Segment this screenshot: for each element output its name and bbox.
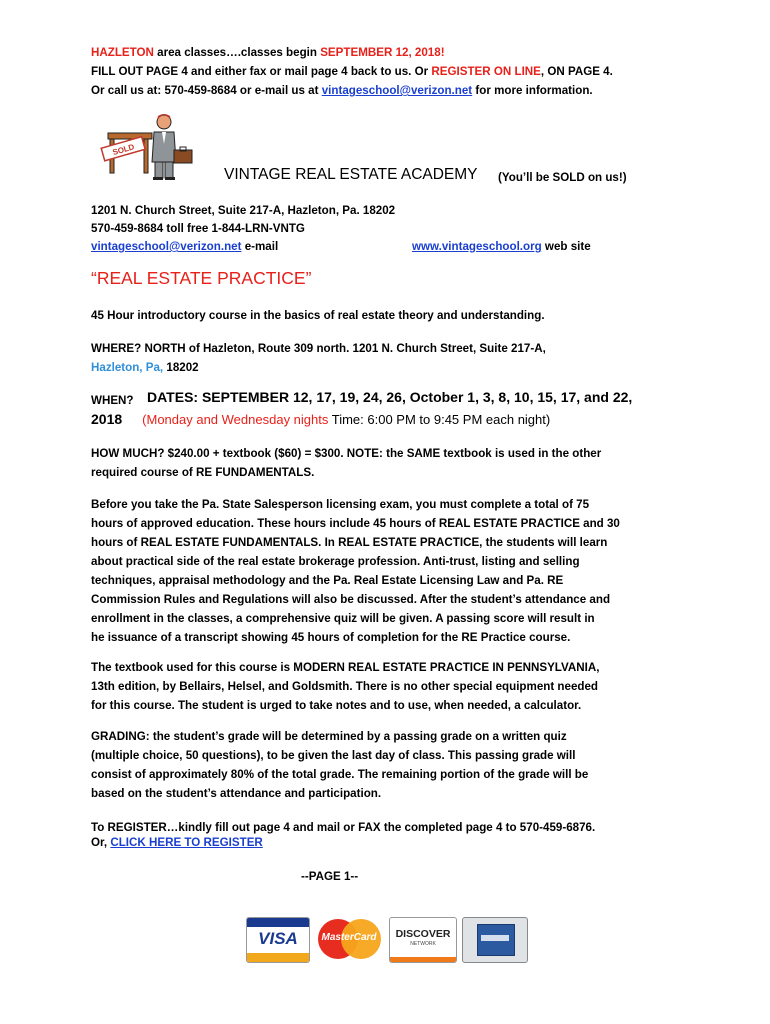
paragraph-line: hours of approved education. These hours include 45 hours of REAL ESTATE PRACTICE and 30: [91, 517, 620, 530]
paragraph-line: based on the student’s attendance and participation.: [91, 787, 382, 800]
discover-text: DISCOVER: [395, 928, 451, 940]
academy-email-link[interactable]: vintageschool@verizon.net: [91, 240, 242, 253]
paragraph-line: Before you take the Pa. State Salesperson licensing exam, you must complete a total of 75: [91, 498, 590, 511]
register-prefix: Or,: [91, 836, 111, 849]
dates-time: Time: 6:00 PM to 9:45 PM each night): [328, 412, 551, 427]
cost-line-1: HOW MUCH? $240.00 + textbook ($60) = $300. NOTE: the SAME textbook is used in the other: [91, 447, 602, 460]
course-intro: 45 Hour introductory course in the basics of real estate theory and understanding.: [91, 309, 545, 322]
where-zip: 18202: [163, 361, 199, 374]
cost-line-2: required course of RE FUNDAMENTALS.: [91, 466, 315, 479]
academy-website-row: [412, 237, 591, 256]
where-line-1: WHERE? NORTH of Hazleton, Route 309 north. 1201 N. Church Street, Suite 217-A,: [91, 342, 546, 355]
paragraph-line: The textbook used for this course is MODERN REAL ESTATE PRACTICE IN PENNSYLVANIA,: [91, 661, 600, 674]
mastercard-text: MasterCard: [321, 932, 377, 943]
page-number: --PAGE 1--: [301, 870, 359, 883]
paragraph-line: about practical side of the real estate brokerage profession. Anti-trust, listing and selling: [91, 555, 580, 568]
paragraph-line: GRADING: the student’s grade will be determined by a passing grade on a written quiz: [91, 730, 567, 743]
paragraph-line: (multiple choice, 50 questions), to be given the last day of class. This passing grade will: [91, 749, 576, 762]
register-line-2: [91, 833, 263, 852]
email-label: e-mail: [241, 240, 279, 253]
header-text: for more information.: [472, 84, 593, 97]
realtor-logo-image: [96, 110, 200, 186]
header-email-link[interactable]: vintageschool@verizon.net: [321, 84, 473, 97]
paragraph-line: enrollment in the classes, a comprehensive quiz will be given. A passing score will result in: [91, 612, 595, 625]
requirements-paragraph: [91, 495, 691, 647]
paragraph-line: Commission Rules and Regulations will also be discussed. After the student’s attendance and: [91, 593, 611, 606]
header-start-date: SEPTEMBER 12, 2018!: [320, 46, 445, 59]
when-label: WHEN?: [91, 394, 134, 407]
discover-card-icon: [389, 917, 457, 963]
academy-website-link[interactable]: www.vintageschool.org: [412, 240, 542, 253]
dates-nights: (Monday and Wednesday nights: [142, 412, 329, 427]
header-text: area classes….classes begin: [153, 46, 321, 59]
dates-year: 2018: [91, 411, 123, 427]
grading-paragraph: [91, 727, 691, 803]
header-city: HAZLETON: [91, 46, 154, 59]
paragraph-line: 13th edition, by Bellairs, Helsel, and Goldsmith. There is no other special equipment needed: [91, 680, 599, 693]
discover-network-text: NETWORK: [410, 941, 436, 947]
header-text: , ON PAGE 4.: [540, 65, 613, 78]
visa-card-icon: [246, 917, 310, 963]
website-label: web site: [541, 240, 591, 253]
mastercard-icon: [314, 917, 384, 961]
paragraph-line: techniques, appraisal methodology and the Pa. Real Estate Licensing Law and Pa. RE: [91, 574, 564, 587]
header-text: Or call us at: 570-459-8684 or e-mail us at: [91, 84, 322, 97]
register-online-link[interactable]: REGISTER ON LINE: [431, 65, 541, 78]
header-line-2: [91, 62, 613, 81]
academy-address: 1201 N. Church Street, Suite 217-A, Hazleton, Pa. 18202: [91, 204, 396, 217]
course-title: “REAL ESTATE PRACTICE”: [91, 268, 312, 288]
header-line-1: [91, 43, 445, 62]
amex-card-icon: [462, 917, 528, 963]
click-here-to-register-link[interactable]: CLICK HERE TO REGISTER: [110, 836, 263, 849]
sold-sign-text: SOLD: [111, 142, 136, 158]
academy-email-row: [91, 237, 278, 256]
paragraph-line: he issuance of a transcript showing 45 hours of completion for the RE Practice course.: [91, 631, 571, 644]
paragraph-line: for this course. The student is urged to take notes and to use, when needed, a calculator.: [91, 699, 582, 712]
header-text: FILL OUT PAGE 4 and either fax or mail page 4 back to us. Or: [91, 65, 432, 78]
academy-name: VINTAGE REAL ESTATE ACADEMY: [224, 166, 478, 183]
textbook-paragraph: [91, 658, 691, 715]
where-line-2: [91, 358, 199, 377]
visa-text: VISA: [258, 929, 298, 948]
paragraph-line: consist of approximately 80% of the total grade. The remaining portion of the grade will be: [91, 768, 589, 781]
register-line-1: To REGISTER…kindly fill out page 4 and mail or FAX the completed page 4 to 570-459-6876.: [91, 821, 596, 834]
academy-tagline: (You’ll be SOLD on us!): [498, 171, 627, 184]
academy-phone: 570-459-8684 toll free 1-844-LRN-VNTG: [91, 222, 305, 235]
header-line-3: [91, 81, 593, 100]
dates-line-2: [91, 411, 550, 429]
where-city: Hazleton, Pa,: [91, 361, 164, 374]
dates-line-1: DATES: SEPTEMBER 12, 17, 19, 24, 26, October 1, 3, 8, 10, 15, 17, and 22,: [147, 389, 633, 405]
paragraph-line: hours of REAL ESTATE FUNDAMENTALS. In REAL ESTATE PRACTICE, the students will learn: [91, 536, 608, 549]
